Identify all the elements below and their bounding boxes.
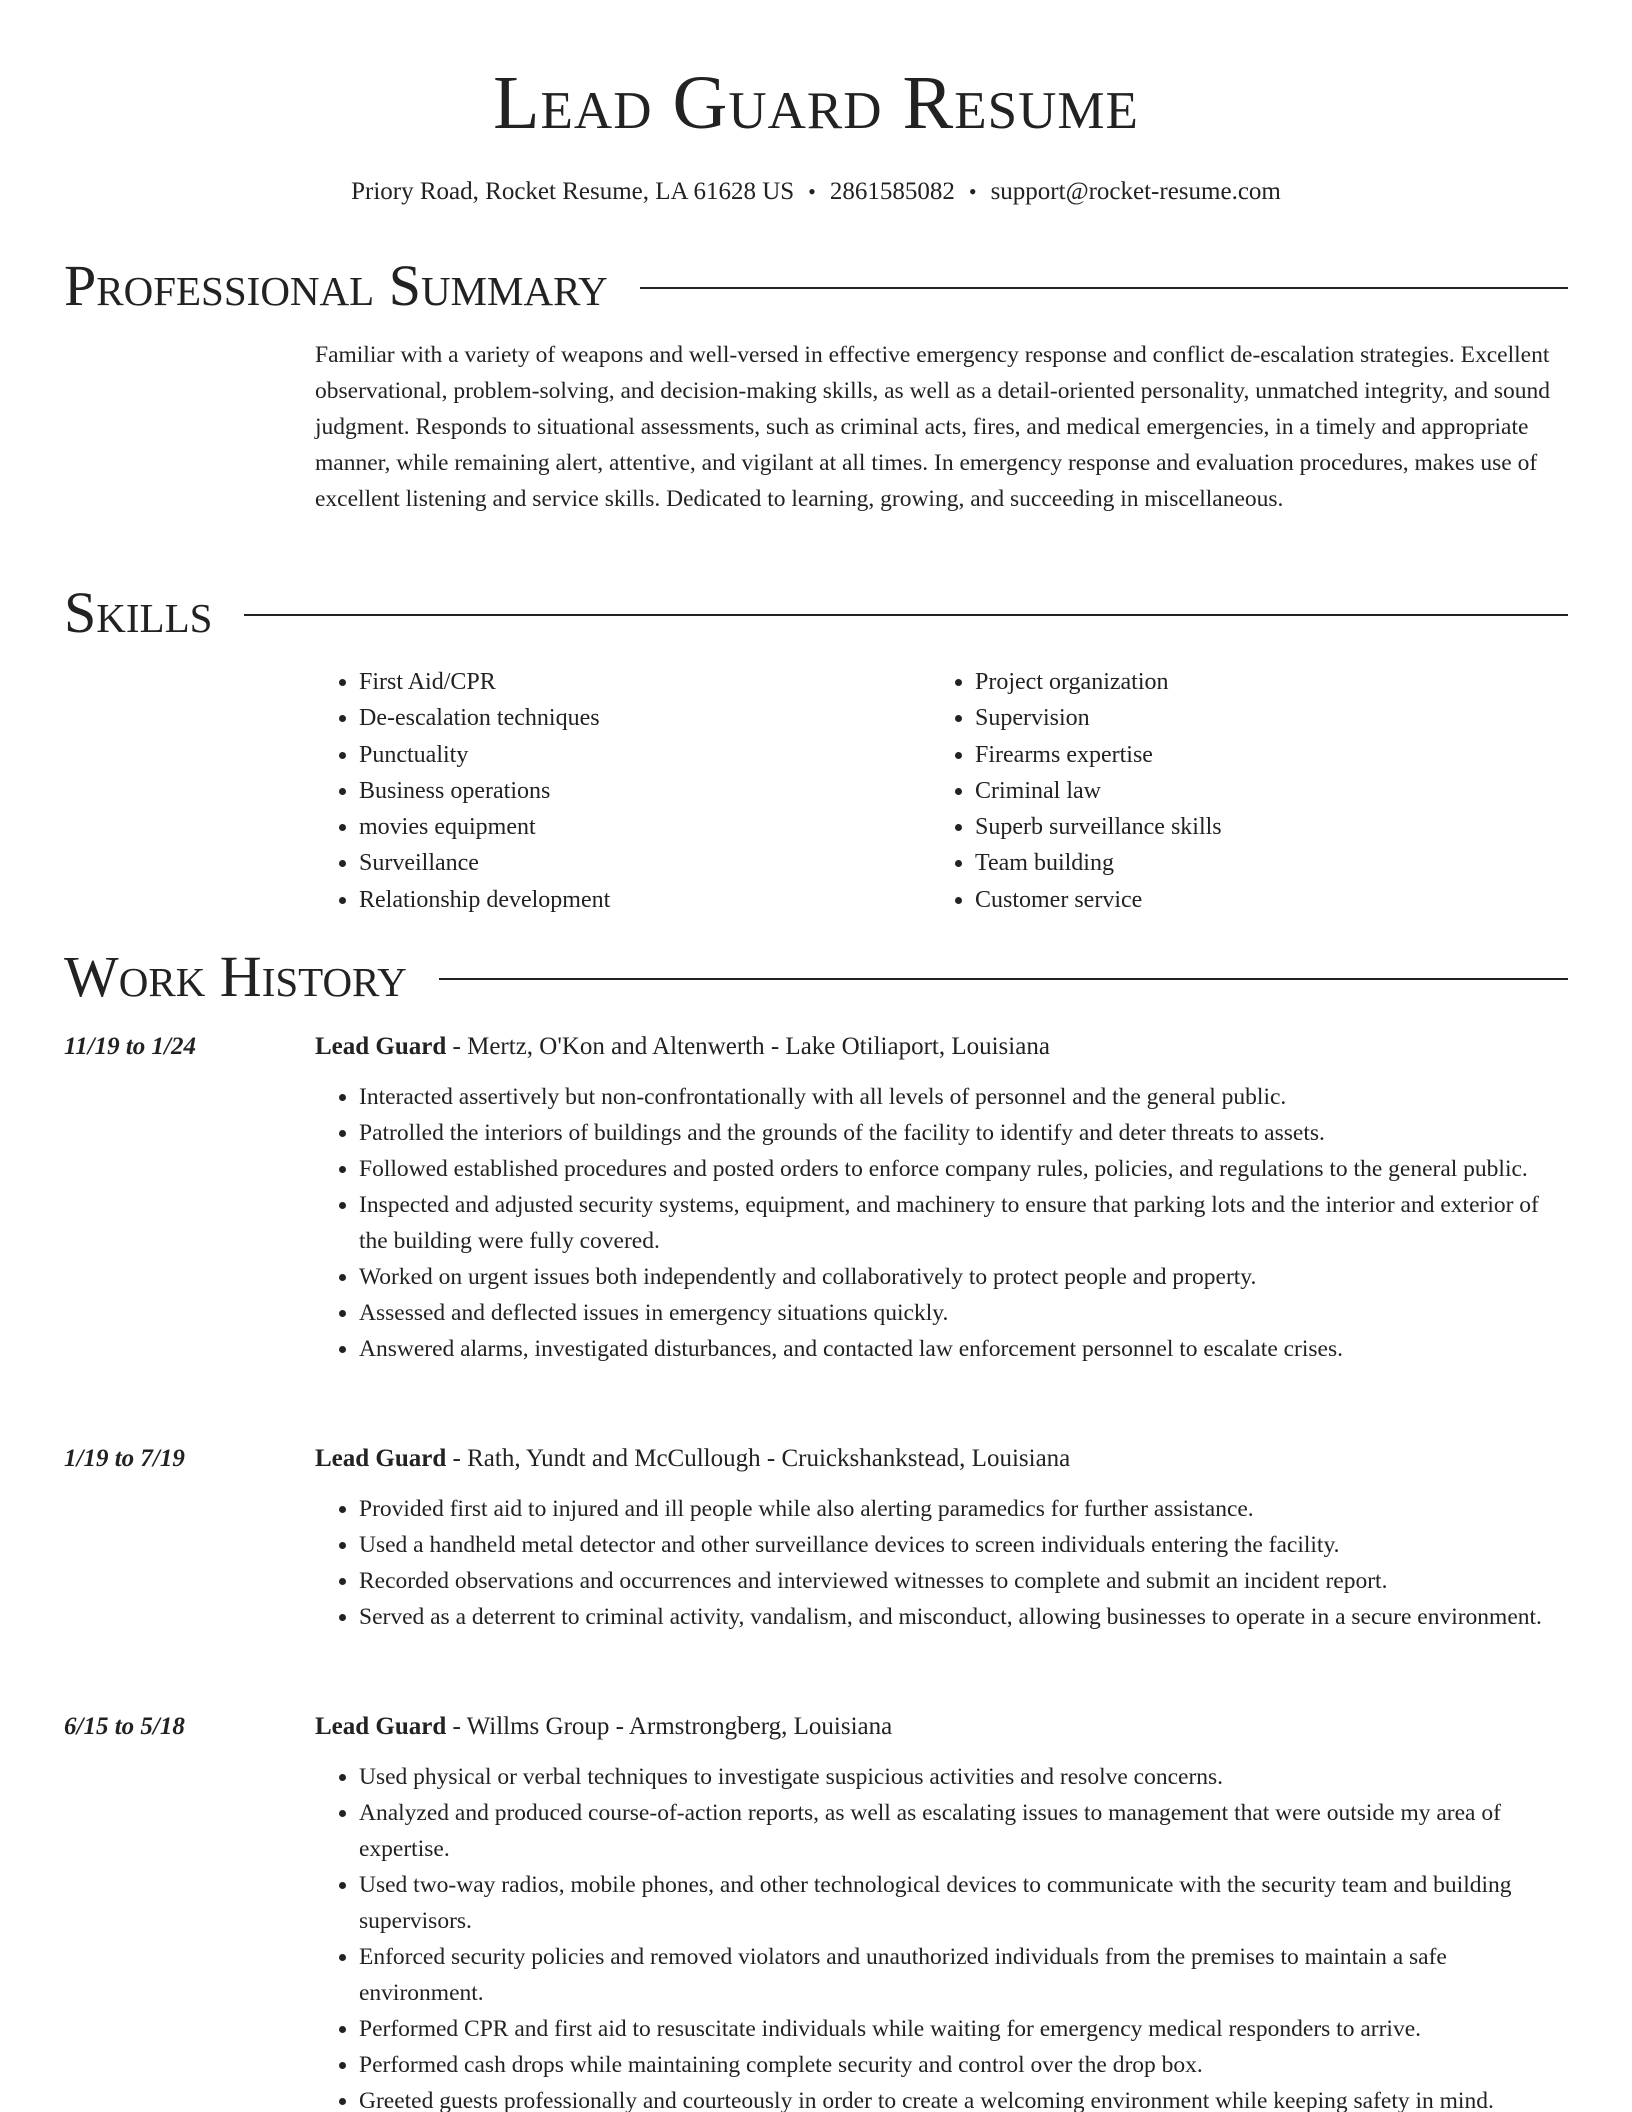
skill-item: • Relationship development [359, 882, 610, 918]
section-heading-summary: Professional Summary [64, 253, 608, 318]
job-role: Lead Guard [315, 1033, 447, 1060]
resume-title: Lead Guard Resume [493, 61, 1139, 145]
skill-item: • Criminal law [975, 773, 1222, 809]
summary-text: Familiar with a variety of weapons and well-versed in effective emergency response and conflict de-escalation strategies. Excellent observational, problem-solving, and decision-making skills, as well as a detail-oriented personality, unmatched integrity, and sound judgment. Responds to situational assessments, such as criminal acts, fires, and medical emergencies, in a timely and appropriate manner, while remaining alert, attentive, and vigilant at all times. In emergency response and evaluation procedures, makes use of excellent listening and service skills. Dedicated to learning, growing, and succeeding in miscellaneous. [315, 342, 1550, 512]
contact-separator: • [808, 179, 816, 204]
job-bullet: • Greeted guests professionally and courteously in order to create a welcoming environment while keeping safety in mind. [359, 2083, 1568, 2112]
job-employer: - Willms Group - Armstrongberg, Louisiana [446, 1713, 893, 1740]
job-title-line [315, 1029, 1050, 1065]
job-title-line [315, 1441, 1070, 1477]
skill-item: • Customer service [975, 882, 1222, 918]
skill-item: • Punctuality [359, 737, 610, 773]
job-bullet: • Performed cash drops while maintaining complete security and control over the drop box. [359, 2047, 1568, 2083]
job-bullet: • Worked on urgent issues both independently and collaboratively to protect people and property. [359, 1259, 1568, 1295]
job-bullet: • Provided first aid to injured and ill people while also alerting paramedics for further assistance. [359, 1491, 1568, 1527]
section-heading-work: Work History [64, 944, 407, 1009]
job-bullet: • Assessed and deflected issues in emergency situations quickly. [359, 1295, 1568, 1331]
skill-item: • Firearms expertise [975, 737, 1222, 773]
skills-list-right [931, 664, 1222, 918]
job-bullet: • Used physical or verbal techniques to investigate suspicious activities and resolve concerns. [359, 1759, 1568, 1795]
job-bullet: • Served as a deterrent to criminal activity, vandalism, and misconduct, allowing businesses to operate in a secure environment. [359, 1599, 1568, 1635]
contact-line [0, 174, 1632, 210]
job-bullet: • Enforced security policies and removed violators and unauthorized individuals from the premises to maintain a safe environment. [359, 1939, 1568, 2011]
skill-item: • De-escalation techniques [359, 700, 610, 736]
section-rule [244, 614, 1568, 616]
job-bullet: • Performed CPR and first aid to resuscitate individuals while waiting for emergency medical responders to arrive. [359, 2011, 1568, 2047]
job-bullet: • Followed established procedures and posted orders to enforce company rules, policies, and regulations to the general public. [359, 1151, 1568, 1187]
job-bullet: • Answered alarms, investigated disturbances, and contacted law enforcement personnel to escalate crises. [359, 1331, 1568, 1367]
section-heading-skills: Skills [64, 580, 213, 645]
skills-section-header [64, 580, 1568, 646]
job-dates: 11/19 to 1/24 [64, 1033, 196, 1060]
skill-item: • First Aid/CPR [359, 664, 610, 700]
skill-item: • Team building [975, 845, 1222, 881]
job-role: Lead Guard [315, 1713, 447, 1740]
job-bullet: • Used a handheld metal detector and other surveillance devices to screen individuals entering the facility. [359, 1527, 1568, 1563]
skill-item: • Supervision [975, 700, 1222, 736]
skill-item: • Project organization [975, 664, 1222, 700]
contact-address: Priory Road, Rocket Resume, LA 61628 US [351, 178, 795, 205]
skill-item: • movies equipment [359, 809, 610, 845]
skill-item: • Business operations [359, 773, 610, 809]
job-bullets [315, 1079, 1568, 1367]
job-employer: - Rath, Yundt and McCullough - Cruickshankstead, Louisiana [446, 1445, 1071, 1472]
skills-list-left [315, 664, 610, 918]
section-rule [640, 287, 1568, 289]
skill-item: • Surveillance [359, 845, 610, 881]
contact-phone: 2861585082 [829, 178, 955, 205]
section-rule [439, 978, 1568, 980]
job-bullet: • Recorded observations and occurrences and interviewed witnesses to complete and submit an incident report. [359, 1563, 1568, 1599]
job-bullets [315, 1759, 1568, 2112]
contact-email: support@rocket-resume.com [990, 178, 1281, 205]
job-employer: - Mertz, O'Kon and Altenwerth - Lake Otiliaport, Louisiana [446, 1033, 1050, 1060]
job-bullet: • Analyzed and produced course-of-action reports, as well as escalating issues to management that were outside my area of expertise. [359, 1795, 1568, 1867]
job-bullet: • Used two-way radios, mobile phones, and other technological devices to communicate with the security team and building supervisors. [359, 1867, 1568, 1939]
contact-separator: • [968, 179, 977, 204]
skill-item: • Superb surveillance skills [975, 809, 1222, 845]
summary-section-header [64, 253, 1568, 319]
job-bullet: • Patrolled the interiors of buildings and the grounds of the facility to identify and deter threats to assets. [359, 1115, 1568, 1151]
job-bullet: • Interacted assertively but non-confrontationally with all levels of personnel and the general public. [359, 1079, 1568, 1115]
job-dates: 6/15 to 5/18 [64, 1713, 185, 1740]
job-bullets [315, 1491, 1568, 1635]
work-section-header [64, 944, 1568, 1010]
job-title-line [315, 1709, 892, 1745]
job-bullet: • Inspected and adjusted security systems, equipment, and machinery to ensure that parking lots and the interior and exterior of the building were fully covered. [359, 1187, 1568, 1259]
job-role: Lead Guard [315, 1445, 447, 1472]
job-dates: 1/19 to 7/19 [64, 1445, 185, 1472]
